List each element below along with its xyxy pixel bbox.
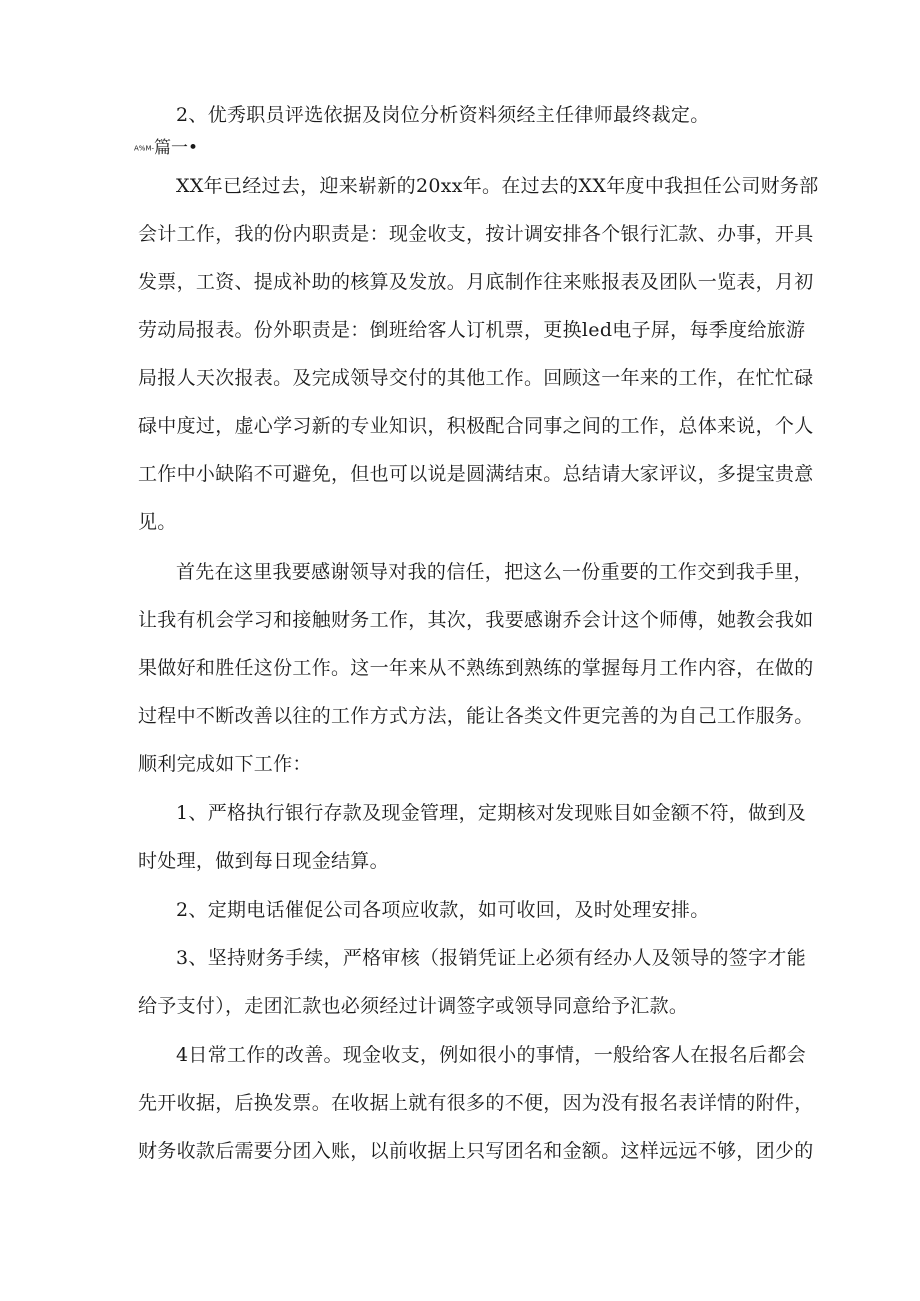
- heading-prefix: A%M-: [134, 144, 155, 153]
- doc-line-4: 发票，工资、提成补助的核算及发放。月底制作往来账报表及团队一览表，月初: [138, 271, 814, 293]
- doc-line-2: XX年已经过去，迎来崭新的20xx年。在过去的XX年度中我担任公司财务部: [176, 175, 819, 197]
- doc-line-22: 财务收款后需要分团入账，以前收据上只写团名和金额。这样远远不够，团少的: [138, 1140, 814, 1162]
- doc-line-7: 碌中度过，虚心学习新的专业知识，积极配合同事之间的工作，总体来说，个人: [138, 415, 814, 437]
- doc-line-20: 4日常工作的改善。现金收支，例如很小的事情，一般给客人在报名后都会: [176, 1044, 806, 1066]
- doc-line-10: 首先在这里我要感谢领导对我的信任，把这么一份重要的工作交到我手里，: [176, 561, 813, 583]
- section-heading: [134, 138, 198, 158]
- doc-line-6: 局报人天次报表。及完成领导交付的其他工作。回顾这一年来的工作，在忙忙碌: [138, 367, 814, 389]
- doc-line-19: 给予支付），走团汇款也必须经过计调签字或领导同意给予汇款。: [138, 995, 689, 1017]
- doc-line-18: 3、坚持财务手续，严格审核（报销凭证上必须有经办人及领导的签字才能: [176, 947, 806, 969]
- doc-line-21: 先开收据，后换发票。在收据上就有很多的不便，因为没有报名表详情的附件，: [138, 1092, 814, 1114]
- doc-line-17: 2、定期电话催促公司各项应收款，如可收回，及时处理安排。: [176, 899, 710, 921]
- doc-line-16: 时处理，做到每日现金结算。: [138, 850, 389, 872]
- doc-line-11: 让我有机会学习和接触财务工作，其次，我要感谢乔会计这个师傅，她教会我如: [138, 609, 814, 631]
- doc-line-13: 过程中不断改善以往的工作方式方法，能让各类文件更完善的为自己工作服务。: [138, 705, 814, 727]
- doc-line-9: 见。: [138, 511, 177, 533]
- doc-line-12: 果做好和胜任这份工作。这一年来从不熟练到熟练的掌握每月工作内容，在做的: [138, 657, 814, 679]
- doc-line-8: 工作中小缺陷不可避免，但也可以说是圆满结束。总结请大家评议，多提宝贵意: [138, 463, 814, 485]
- doc-line-1: 2、优秀职员评选依据及岗位分析资料须经主任律师最终裁定。: [176, 104, 710, 126]
- heading-title: 篇一•: [154, 138, 199, 158]
- doc-line-5: 劳动局报表。份外职责是：倒班给客人订机票，更换led电子屏，每季度给旅游: [138, 319, 806, 341]
- doc-line-3: 会计工作，我的份内职责是：现金收支，按计调安排各个银行汇款、办事，开具: [138, 223, 814, 245]
- doc-line-15: 1、严格执行银行存款及现金管理，定期核对发现账目如金额不符，做到及: [176, 802, 806, 824]
- doc-line-14: 顺利完成如下工作：: [138, 753, 312, 775]
